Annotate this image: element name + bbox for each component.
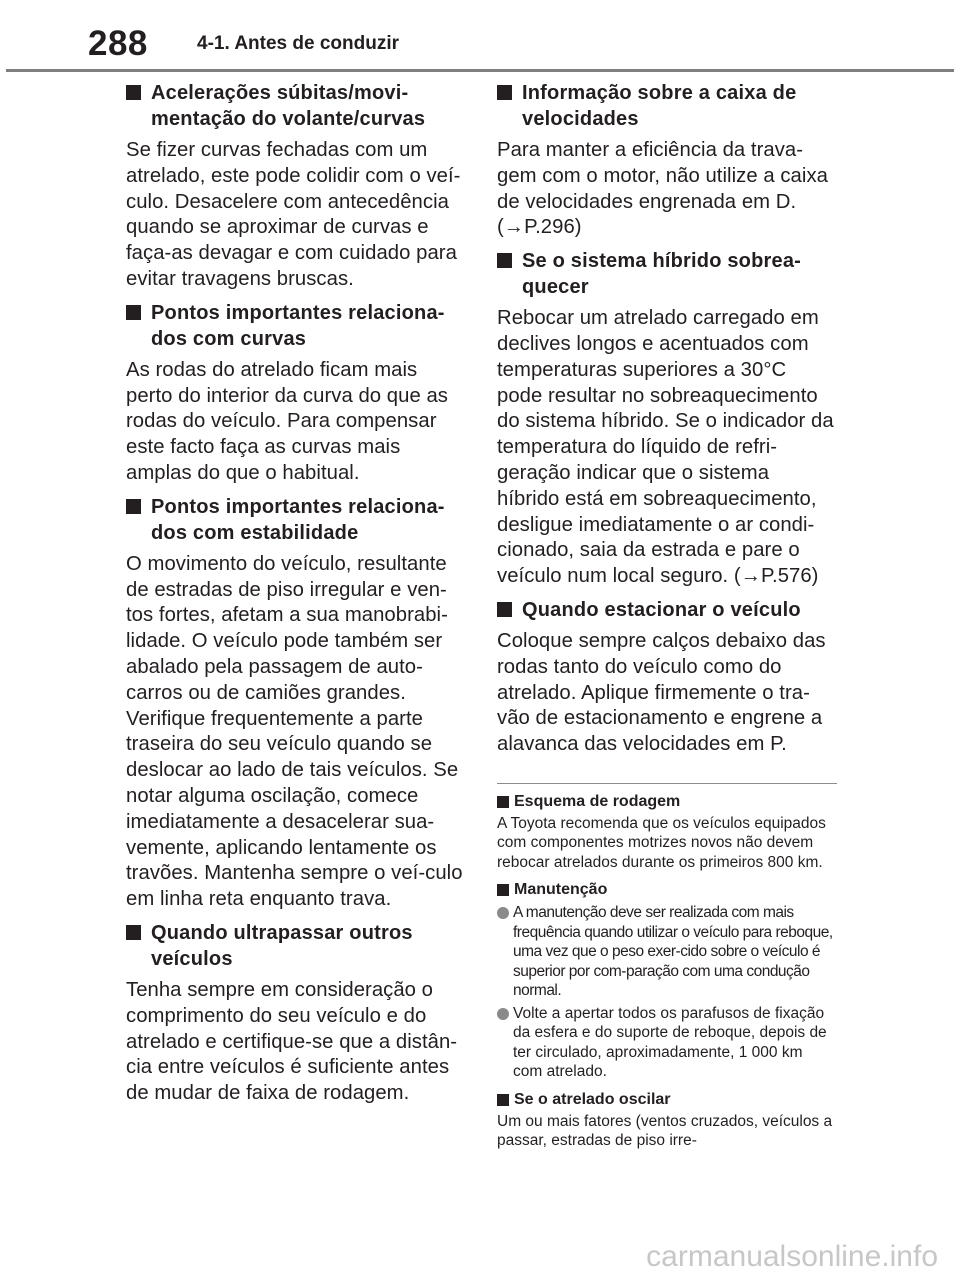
square-bullet-icon xyxy=(497,85,512,100)
note-heading-text: Se o atrelado oscilar xyxy=(514,1090,671,1108)
section-heading xyxy=(497,597,835,623)
note-bullet-text: A manutenção deve ser realizada com mais frequência quando utilizar o veículo para reboque, uma vez que o peso exer-cido sobre o veículo é superior por com-paração com uma condução normal. xyxy=(513,904,833,1000)
note-heading xyxy=(497,1090,835,1110)
section-heading-text: Quando estacionar o veículo xyxy=(522,598,801,621)
header-divider xyxy=(6,69,954,72)
section-text: As rodas do atrelado ficam mais perto do interior da curva do que as rodas do veículo. Para compensar este facto faça as curvas mais amplas do que o habitual. xyxy=(126,358,448,484)
note-heading-text: Esquema de rodagem xyxy=(514,792,681,810)
section-heading xyxy=(126,920,464,972)
section-heading xyxy=(497,80,835,132)
section-text: Tenha sempre em consideração o comprimento do seu veículo e do atrelado e certifique-se que a distân-cia entre veículos é suficiente antes de mudar de faixa de rodagem. xyxy=(126,978,458,1105)
note-heading xyxy=(497,792,835,812)
section-heading-text: Pontos importantes relaciona-dos com curvas xyxy=(151,301,445,350)
square-bullet-icon xyxy=(497,884,509,896)
section-text: Rebocar um atrelado carregado em declives longos e acentuados com temperaturas superiores a 30°C pode resultar no sobreaquecimento do sistema híbrido. Se o indicador da temperatura do líquido de refri-geração indicar que o sistema híbrido está em sobreaquecimento, desligue imediatamente o ar condi-cionado, saia da estrada e pare o veículo num local seguro. (→P.576) xyxy=(497,307,834,588)
section-heading-text: Pontos importantes relaciona-dos com estabilidade xyxy=(151,495,445,544)
section-heading xyxy=(126,80,464,132)
page-header xyxy=(0,0,960,72)
section-heading-text: Informação sobre a caixa de velocidades xyxy=(522,82,797,130)
section-text: Coloque sempre calços debaixo das rodas tanto do veículo como do atrelado. Aplique firmemente o tra-vão de estacionamento e engrene a alavanca das velocidades em P. xyxy=(497,629,826,756)
note-text: Um ou mais fatores (ventos cruzados, veículos a passar, estradas de piso irre- xyxy=(497,1112,833,1150)
section-text: Se fizer curvas fechadas com um atrelado, este pode colidir com o veí-culo. Desacelere com antecedência quando se aproximar de curvas e faça-as devagar e com cuidado para evitar travagens bruscas. xyxy=(126,139,461,290)
section-heading-text: Quando ultrapassar outros veículos xyxy=(151,921,413,970)
section-heading xyxy=(126,494,464,546)
note-bullet-text: Volte a apertar todos os parafusos de fixação da esfera e do suporte de reboque, depois de ter circulado, aproximadamente, 1 000 km com atrelado. xyxy=(513,1004,827,1081)
notes-divider xyxy=(497,783,837,784)
note-text: A Toyota recomenda que os veículos equipados com componentes motrizes novos não devem rebocar atrelados durante os primeiros 800 km. xyxy=(497,814,826,871)
section-text: O movimento do veículo, resultante de estradas de piso irregular e ven-tos fortes, afetam a sua manobrabi-lidade. O veículo pode também ser abalado pela passagem de auto-carros ou de camiões grandes. Verifique frequentemente a parte traseira do seu veículo quando se deslocar ao lado de tais veículos. Se notar alguma oscilação, comece imediatamente a desacelerar sua-vemente, aplicando lentamente os travões. Mantenha sempre o veí-culo em linha reta enquanto trava. xyxy=(126,552,463,911)
square-bullet-icon xyxy=(497,253,512,268)
square-bullet-icon xyxy=(126,85,141,100)
section-heading-text: Se o sistema híbrido sobrea-quecer xyxy=(522,250,802,299)
note-bullet xyxy=(497,903,835,1001)
square-bullet-icon xyxy=(497,796,509,808)
section-heading xyxy=(126,300,464,352)
left-column xyxy=(126,80,464,1114)
note-heading-text: Manutenção xyxy=(514,881,608,899)
square-bullet-icon xyxy=(497,602,512,617)
section-heading-text: Acelerações súbitas/movi-mentação do volante/curvas xyxy=(151,82,426,130)
square-bullet-icon xyxy=(126,925,141,940)
page-number: 288 xyxy=(88,24,148,63)
square-bullet-icon xyxy=(126,499,141,514)
note-bullet xyxy=(497,1004,835,1082)
section-heading xyxy=(497,248,835,300)
square-bullet-icon xyxy=(497,1094,509,1106)
note-heading xyxy=(497,880,835,900)
right-column xyxy=(497,80,835,1155)
watermark: carmanualsonline.info xyxy=(646,1240,938,1273)
circle-bullet-icon xyxy=(497,1008,509,1020)
chapter-title: 4-1. Antes de conduzir xyxy=(197,33,399,54)
circle-bullet-icon xyxy=(497,907,509,919)
square-bullet-icon xyxy=(126,305,141,320)
section-text: Para manter a eficiência da trava-gem com o motor, não utilize a caixa de velocidades engrenada em D. (→P.296) xyxy=(497,139,828,239)
